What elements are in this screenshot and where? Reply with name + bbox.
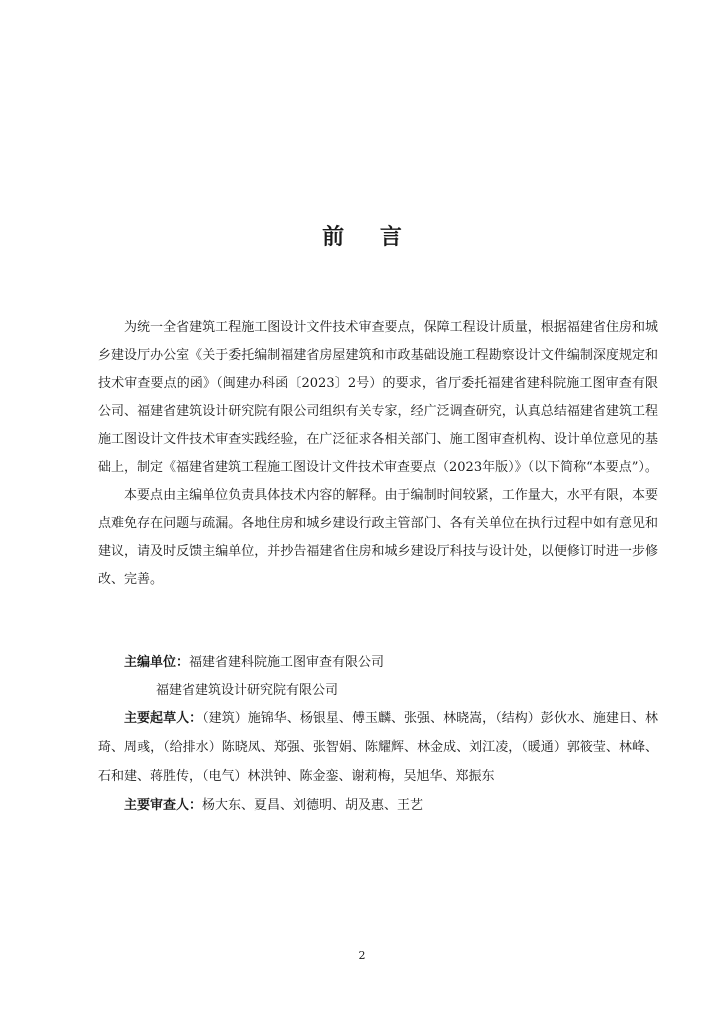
drafters-label: 主要起草人： (124, 711, 203, 726)
editor-row (98, 648, 658, 677)
reviewers-label: 主要审查人： (124, 798, 203, 813)
preface-body (98, 314, 658, 594)
drafters-row (98, 704, 658, 791)
editor-label: 主编单位： (124, 655, 190, 670)
page-number: 2 (358, 949, 366, 962)
editor-primary: 福建省建科院施工图审查有限公司 (189, 655, 385, 670)
editor-secondary: 福建省建筑设计研究院有限公司 (156, 683, 339, 698)
credits-section (98, 648, 658, 820)
page-title: 前 言 (322, 225, 416, 250)
drafters-list: （建筑）施锦华、杨银星、傅玉麟、张强、林晓嵩，（结构）彭伙水、施建日、林琦、周彧，（给排水）陈晓凤、郑强、张智娟、陈耀辉、林金成、刘江凌，（暖通）郭筱莹、林峰、石和建、蒋胜传，（电气）林洪钟、陈金銮、谢莉梅，吴旭华、郑振东 (98, 711, 658, 784)
preface-paragraph: 本要点由主编单位负责具体技术内容的解释。由于编制时间较紧，工作量大，水平有限，本要点难免存在问题与疏漏。各地住房和城乡建设行政主管部门、各有关单位在执行过程中如有意见和建议，请及时反馈主编单位，并抄告福建省住房和城乡建设厅科技与设计处，以便修订时进一步修改、完善。 (98, 488, 658, 587)
preface-paragraph: 为统一全省建筑工程施工图设计文件技术审查要点，保障工程设计质量，根据福建省住房和城乡建设厅办公室《关于委托编制福建省房屋建筑和市政基础设施工程勘察设计文件编制深度规定和技术审查要点的函》（闽建办科函〔2023〕2号）的要求，省厅委托福建省建科院施工图审查有限公司、福建省建筑设计研究院有限公司组织有关专家，经广泛调查研究，认真总结福建省建筑工程施工图设计文件技术审查实践经验，在广泛征求各相关部门、施工图审查机构、设计单位意见的基础上，制定《福建省建筑工程施工图设计文件技术审查要点（2023年版）》（以下简称“本要点”）。 (98, 320, 658, 475)
reviewers-list: 杨大东、夏昌、刘德明、胡及惠、王艺 (202, 798, 424, 813)
reviewers-row (98, 791, 658, 820)
